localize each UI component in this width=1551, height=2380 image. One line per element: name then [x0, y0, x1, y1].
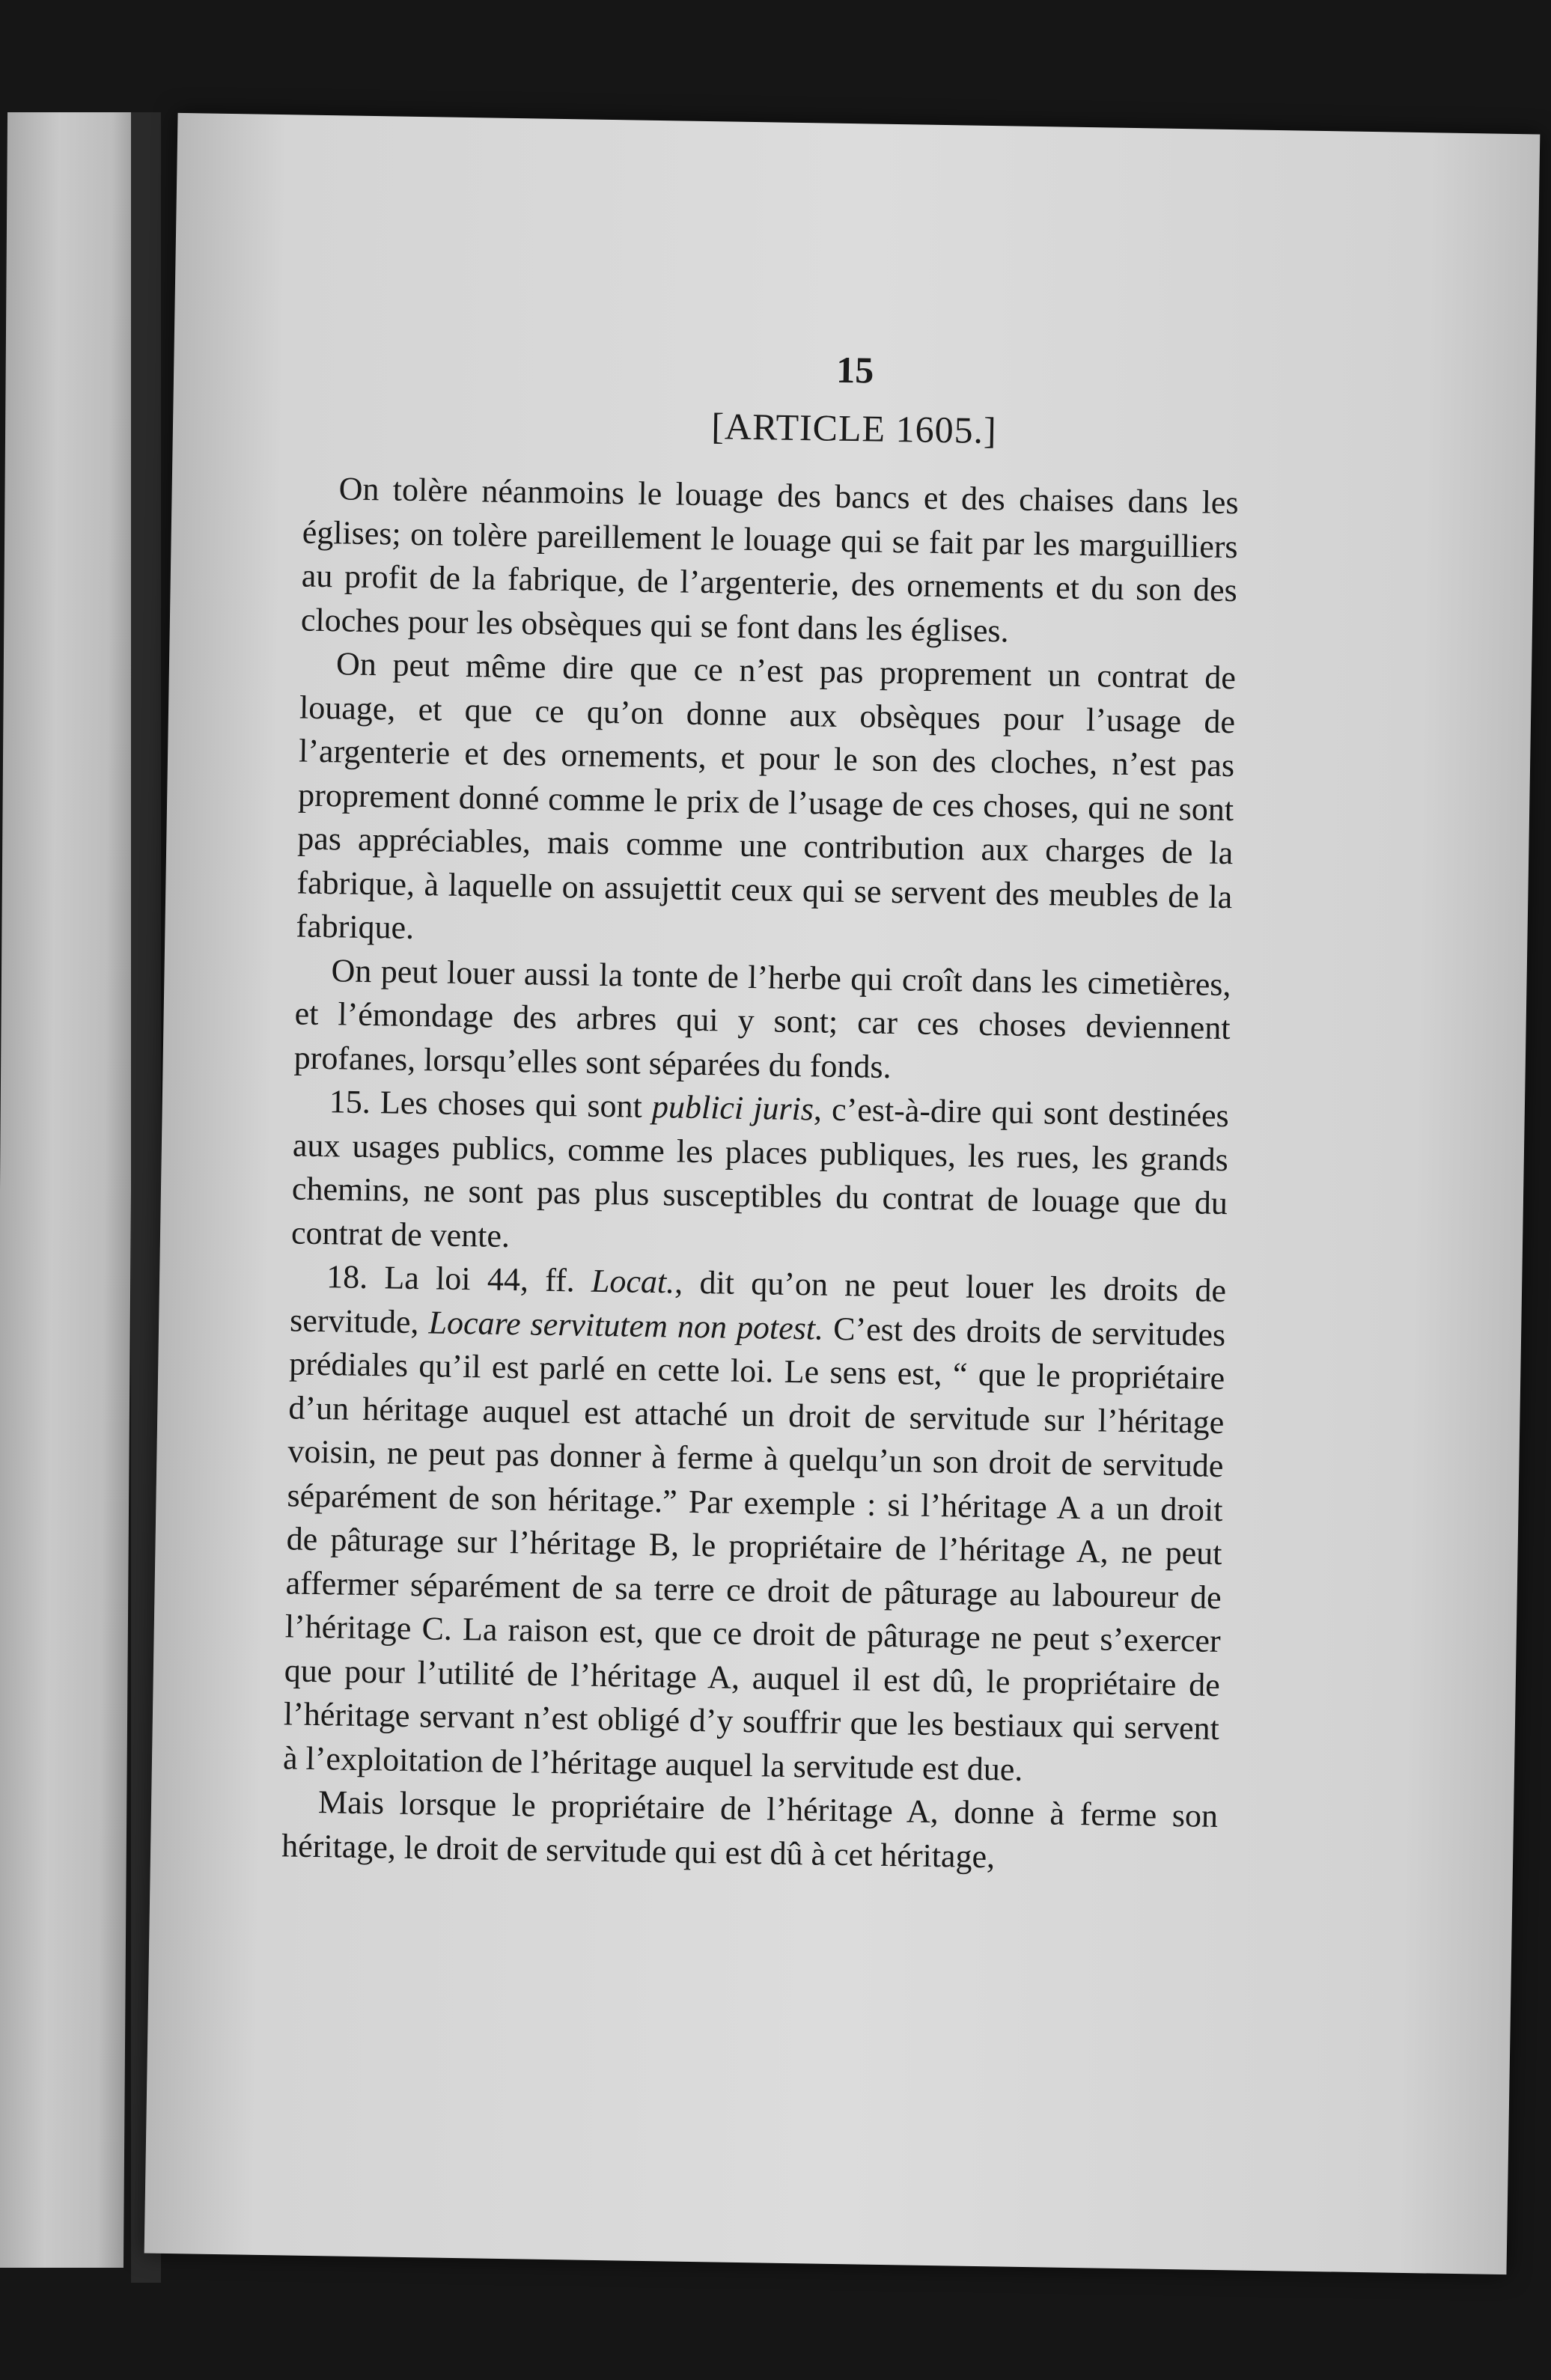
- latin-quote: Locare servitutem non potest.: [428, 1303, 824, 1347]
- previous-page-edge: [0, 112, 138, 2268]
- paragraph-4: [291, 1079, 1230, 1269]
- paragraph-5-end: C’est des droits de servitudes prédiales qu’il est parlé en cette loi. Le sens est, “ que le propriétaire d’un héritage auquel est attaché un droit de servitude sur l’héritage voisin, ne peut pas donner à ferme à quelqu’un son droit de servitude séparément de son héritage.” Par exemple : si l’héritage A a un droit de pâturage sur l’héritage B, le propriétaire de l’héritage A, ne peut affermer séparément de sa terre ce droit de pâturage au laboureur de l’héritage C. La raison est, que ce droit de pâturage ne peut s’exercer que pour l’utilité de l’héritage A, auquel il est dû, le propriétaire de l’héritage servant n’est obligé d’y souffrir que les bestiaux qui servent à l’exploitation de l’héritage auquel la servitude est due.: [282, 1310, 1226, 1788]
- latin-term: publici juris: [651, 1087, 814, 1128]
- paragraph-5-start: 18. La loi 44, ff.: [326, 1258, 592, 1299]
- paragraph-3: On peut louer aussi la tonte de l’herbe qui croît dans les cimetières, et l’émondage des arbres qui y sont; car ces choses deviennent profanes, lorsqu’elles sont séparées du fonds.: [293, 951, 1231, 1085]
- citation-term: Locat.: [591, 1262, 675, 1301]
- paragraph-4-end: , c’est-à-dire qui sont destinées aux usages publics, comme les places publiques, les rues, les grands chemins, ne sont pas plus susceptibles du contrat de louage que du contrat de vente.: [290, 1090, 1230, 1254]
- paragraph-4-start: 15. Les choses qui sont: [329, 1083, 653, 1125]
- article-header: [ARTICLE 1605.]: [710, 405, 998, 452]
- book-page: [144, 113, 1541, 2274]
- paragraph-2: On peut même dire que ce n’est pas proprement un contrat de louage, et que ce qu’on donne aux obsèques pour l’usage de l’argenterie et des ornements, et pour le son des cloches, n’est pas proprement donné comme le prix de l’usage de ces choses, qui ne sont pas appréciables, mais comme une contribution aux charges de la fabrique, à laquelle on assujettit ceux qui se servent des meubles de la fabrique.: [296, 645, 1237, 946]
- page-number: 15: [835, 348, 874, 391]
- body-text: [281, 467, 1239, 1882]
- paragraph-1: On tolère néanmoins le louage des bancs et des chaises dans les églises; on tolère pareillement le louage qui se fait par les marguilliers au profit de la fabrique, de l’argenterie, des ornements et du son des cloches pour les obsèques qui se font dans les églises.: [300, 470, 1239, 649]
- paragraph-5-mid: , dit qu’on ne peut louer les droits de servitude,: [289, 1263, 1227, 1340]
- paragraph-6: Mais lorsque le propriétaire de l’héritage A, donne à ferme son héritage, le droit de servitude qui est dû à cet héritage,: [281, 1784, 1219, 1875]
- paragraph-5: [283, 1254, 1227, 1795]
